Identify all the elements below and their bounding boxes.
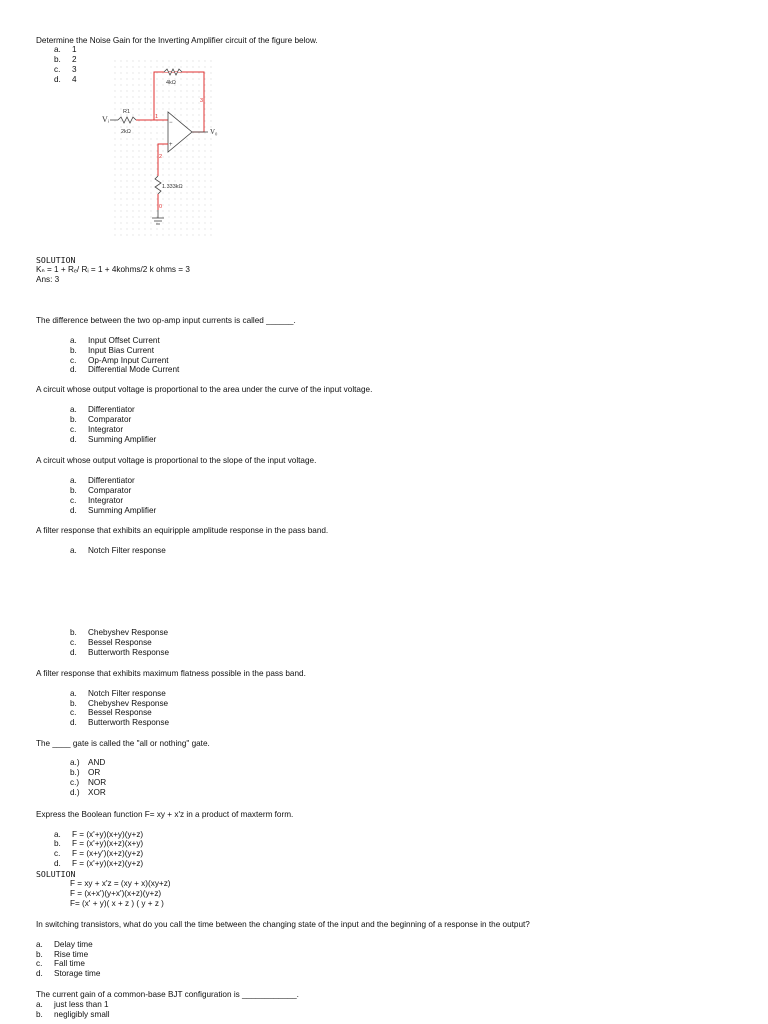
rg-value: 1.333kΩ bbox=[162, 184, 183, 190]
option-1c: c. 3 bbox=[54, 65, 77, 74]
option-7b: b.) OR bbox=[70, 768, 101, 777]
node-2-label: 2 bbox=[159, 154, 163, 160]
question-8: Express the Boolean function F= xy + x'z in a product of maxterm form. bbox=[36, 810, 294, 819]
node-0-label: 0 bbox=[159, 204, 163, 210]
option-9c: c. Fall time bbox=[36, 959, 85, 968]
option-2a: a. Input Offset Current bbox=[70, 336, 160, 345]
question-10: The current gain of a common-base BJT configuration is ____________. bbox=[36, 990, 299, 999]
node-1-label: 1 bbox=[155, 114, 159, 120]
question-6: A filter response that exhibits maximum flatness possible in the pass band. bbox=[36, 669, 306, 678]
output-label: V₀ bbox=[210, 128, 218, 136]
option-1b: b. 2 bbox=[54, 55, 77, 64]
solution-1-line: Kₙ = 1 + Rₑ/ Rᵢ = 1 + 4kohms/2 k ohms = 3 bbox=[36, 265, 190, 274]
inverting-amplifier-circuit bbox=[96, 60, 236, 240]
option-8c: c. F = (x+y')(x+z)(y+z) bbox=[54, 849, 144, 858]
question-5: A filter response that exhibits an equiripple amplitude response in the pass band. bbox=[36, 526, 329, 535]
option-10b: b. negligibly small bbox=[36, 1010, 110, 1019]
option-4b: b. Comparator bbox=[70, 486, 132, 495]
rf-value: 4kΩ bbox=[166, 80, 176, 86]
question-2: The difference between the two op-amp input currents is called ______. bbox=[36, 316, 296, 325]
option-7a: a.) AND bbox=[70, 758, 106, 767]
question-3: A circuit whose output voltage is proportional to the area under the curve of the input voltage. bbox=[36, 385, 373, 394]
option-6d: d. Butterworth Response bbox=[70, 718, 170, 727]
option-2d: d. Differential Mode Current bbox=[70, 365, 180, 374]
solution-8-title: SOLUTION bbox=[36, 869, 76, 879]
option-1d: d. 4 bbox=[54, 75, 77, 84]
option-8b: b. F = (x'+y)(x+z)(x+y) bbox=[54, 839, 144, 848]
option-8d: d. F = (x'+y)(x+z)(y+z) bbox=[54, 859, 144, 868]
option-6c: c. Bessel Response bbox=[70, 708, 152, 717]
solution-8-line-1: F = xy + x'z = (xy + x)(xy+z) bbox=[70, 879, 171, 888]
solution-8-line-2: F = (x+x')(y+x')(x+z)(y+z) bbox=[70, 889, 162, 898]
option-7c: c.) NOR bbox=[70, 778, 107, 787]
option-2c: c. Op-Amp Input Current bbox=[70, 356, 169, 365]
svg-text:−: − bbox=[169, 120, 173, 126]
option-7d: d.) XOR bbox=[70, 788, 106, 797]
input-label: Vᵢ bbox=[102, 115, 110, 124]
option-5c: c. Bessel Response bbox=[70, 638, 152, 647]
option-2b: b. Input Bias Current bbox=[70, 346, 154, 355]
solution-1-title: SOLUTION bbox=[36, 255, 76, 265]
option-5b: b. Chebyshev Response bbox=[70, 628, 169, 637]
option-4d: d. Summing Amplifier bbox=[70, 506, 157, 515]
option-5a: a. Notch Filter response bbox=[70, 546, 166, 555]
question-7: The ____ gate is called the "all or nothing" gate. bbox=[36, 739, 210, 748]
r1-name: R1 bbox=[123, 109, 131, 115]
option-3a: a. Differentiator bbox=[70, 405, 135, 414]
node-3-label: 3 bbox=[200, 98, 204, 104]
option-6a: a. Notch Filter response bbox=[70, 689, 166, 698]
option-9d: d. Storage time bbox=[36, 969, 101, 978]
svg-text:+: + bbox=[169, 142, 173, 148]
option-3b: b. Comparator bbox=[70, 415, 132, 424]
option-9b: b. Rise time bbox=[36, 950, 89, 959]
question-1: Determine the Noise Gain for the Inverting Amplifier circuit of the figure below. bbox=[36, 36, 318, 45]
option-3c: c. Integrator bbox=[70, 425, 124, 434]
option-4a: a. Differentiator bbox=[70, 476, 135, 485]
option-6b: b. Chebyshev Response bbox=[70, 699, 169, 708]
option-10a: a. just less than 1 bbox=[36, 1000, 109, 1009]
option-4c: c. Integrator bbox=[70, 496, 124, 505]
answer-1: Ans: 3 bbox=[36, 275, 60, 284]
option-1a: a. 1 bbox=[54, 45, 77, 54]
option-3d: d. Summing Amplifier bbox=[70, 435, 157, 444]
question-4: A circuit whose output voltage is proportional to the slope of the input voltage. bbox=[36, 456, 317, 465]
solution-8-line-3: F= (x' + y)( x + z ) ( y + z ) bbox=[70, 899, 164, 908]
r1-value: 2kΩ bbox=[121, 129, 131, 135]
option-9a: a. Delay time bbox=[36, 940, 93, 949]
option-8a: a. F = (x'+y)(x+y)(y+z) bbox=[54, 830, 144, 839]
question-9: In switching transistors, what do you call the time between the changing state of the input and the beginning of a response in the output? bbox=[36, 920, 530, 929]
option-5d: d. Butterworth Response bbox=[70, 648, 170, 657]
